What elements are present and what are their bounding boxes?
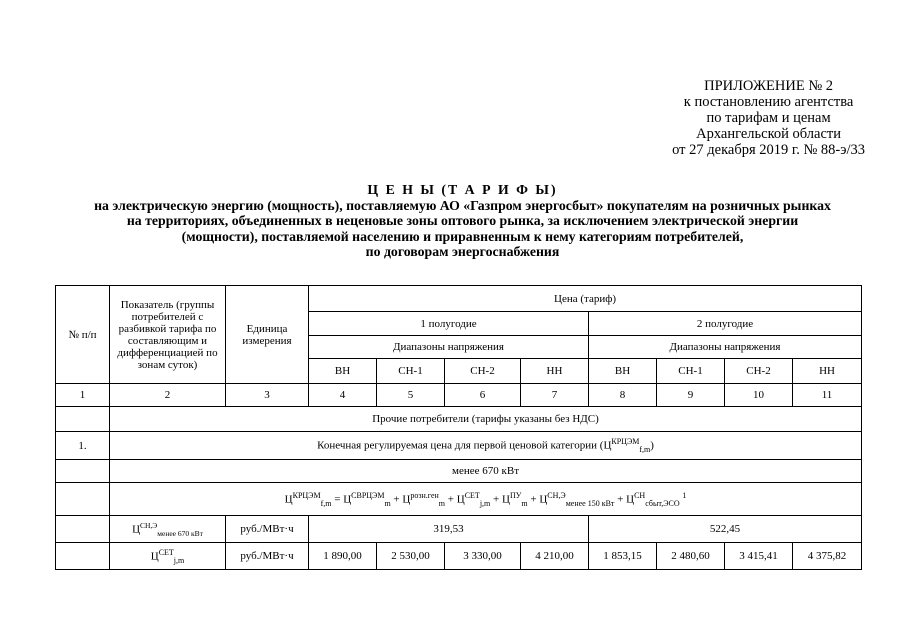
value-cell: 2 530,00 <box>377 543 445 570</box>
formula-sub: f,m <box>320 498 332 508</box>
formula-sub: m <box>438 498 446 508</box>
formula-sym: Ц <box>284 493 293 506</box>
appendix-line: Архангельской области <box>696 126 841 142</box>
formula-sup: СЕТ <box>464 490 480 500</box>
value-cell: 1 890,00 <box>309 543 377 570</box>
formula-sub: менее 150 кВт <box>565 498 615 508</box>
category-label <box>110 432 862 460</box>
appendix-line: к постановлению агентства <box>683 94 854 110</box>
appendix-line: по тарифам и ценам <box>706 110 831 126</box>
formula-sup: КРЦЭМ <box>292 490 321 500</box>
header-half2: 2 полугодие <box>589 312 862 336</box>
column-number: 10 <box>725 384 793 407</box>
header-voltage: ВН <box>589 359 657 384</box>
header-num: № п/п <box>56 286 110 384</box>
header-voltage: СН-1 <box>657 359 725 384</box>
row-sub: менее 670 кВт <box>157 528 203 538</box>
formula-sym: Ц <box>402 493 411 506</box>
row-sup: СН,Э <box>140 520 158 530</box>
column-number: 1 <box>56 384 110 407</box>
title-line: по договорам энергоснабжения <box>365 244 560 259</box>
title-line: (мощности), поставляемой населению и приравненным к нему категориям потребителей, <box>181 228 744 244</box>
row-sym: Ц <box>132 523 141 536</box>
value-cell: 2 480,60 <box>657 543 725 570</box>
formula-sym: Ц <box>501 493 510 506</box>
formula-sup: ПУ <box>509 490 522 500</box>
subheading: менее 670 кВт <box>110 460 862 483</box>
row-sup: СЕТ <box>158 547 174 557</box>
value-cell: 1 853,15 <box>589 543 657 570</box>
title-heading: Ц Е Н Ы (Т А Р И Ф Ы) <box>367 182 558 197</box>
row-label-sbyt <box>110 516 226 543</box>
document-title <box>40 182 885 260</box>
tariff-table <box>55 285 862 570</box>
formula-footnote: 1 <box>682 490 687 500</box>
column-number: 2 <box>110 384 226 407</box>
column-number: 11 <box>793 384 862 407</box>
row-unit: руб./МВт·ч <box>226 516 309 543</box>
header-voltage: ВН <box>309 359 377 384</box>
formula: $Ц^{КРЦЭМ}_{f,m} = Ц^{СВРЦЭМ}_m + Ц^{розн.ген}_m + Ц^{СЕТ}_{j,m} + Ц^{ПУ}_m + Ц^{СН,Э}_{менее 150 кВт} + Ц^{СН}_{сбыт,ЭСО}$ $^1$ <box>110 483 862 516</box>
formula-sup: СН,Э <box>547 490 566 500</box>
column-number: 3 <box>226 384 309 407</box>
row-label-set <box>110 543 226 570</box>
value-cell: 4 210,00 <box>521 543 589 570</box>
header-voltage: СН-2 <box>725 359 793 384</box>
header-indicator: Показатель (группы потребителей с разбивкой тарифа по составляющим и дифференциацией по зонам суток) <box>110 286 226 384</box>
row-number: 1. <box>56 432 110 460</box>
empty-cell <box>56 516 110 543</box>
formula-sub: сбыт,ЭСО <box>645 498 680 508</box>
column-number: 7 <box>521 384 589 407</box>
value-half1: 319,53 <box>309 516 589 543</box>
header-ranges-half1: Диапазоны напряжения <box>309 336 589 359</box>
formula-sym: Ц <box>456 493 465 506</box>
title-line: на электрическую энергию (мощность), поставляемую АО «Газпром энергосбыт» покупателям на розничных рынках <box>94 197 831 213</box>
column-number: 4 <box>309 384 377 407</box>
appendix-line: от 27 декабря 2019 г. № 88-э/33 <box>672 142 865 158</box>
column-number: 9 <box>657 384 725 407</box>
empty-cell <box>56 407 110 432</box>
category-sub: f,m <box>639 444 651 454</box>
value-cell: 3 415,41 <box>725 543 793 570</box>
header-unit: Единица измерения <box>226 286 309 384</box>
column-number: 8 <box>589 384 657 407</box>
category-text: Конечная регулируемая цена для первой ценовой категории (Ц <box>317 439 612 452</box>
empty-cell <box>56 483 110 516</box>
formula-sym: Ц <box>343 493 352 506</box>
row-sym: Ц <box>150 550 159 563</box>
empty-cell <box>56 543 110 570</box>
column-number: 5 <box>377 384 445 407</box>
column-number: 6 <box>445 384 521 407</box>
formula-sym: Ц <box>539 493 548 506</box>
appendix-block <box>672 78 865 158</box>
value-half2: 522,45 <box>589 516 862 543</box>
formula-sub: j,m <box>479 498 491 508</box>
formula-sub: m <box>521 498 528 508</box>
formula-sub: m <box>384 498 391 508</box>
header-voltage: НН <box>793 359 862 384</box>
appendix-line: ПРИЛОЖЕНИЕ № 2 <box>704 78 834 94</box>
row-unit: руб./МВт·ч <box>226 543 309 570</box>
title-line: на территориях, объединенных в неценовые зоны оптового рынка, за исключением электрической энергии <box>126 213 799 228</box>
header-price: Цена (тариф) <box>309 286 862 312</box>
header-ranges-half2: Диапазоны напряжения <box>589 336 862 359</box>
header-voltage: СН-1 <box>377 359 445 384</box>
empty-cell <box>56 460 110 483</box>
category-sup: КРЦЭМ <box>611 437 640 447</box>
row-sub: j,m <box>173 555 185 565</box>
category-close: ) <box>650 439 654 452</box>
formula-sup: СВРЦЭМ <box>351 490 385 500</box>
section-note: Прочие потребители (тарифы указаны без НДС) <box>110 407 862 432</box>
formula-sup: СН <box>634 490 646 500</box>
header-half1: 1 полугодие <box>309 312 589 336</box>
value-cell: 3 330,00 <box>445 543 521 570</box>
formula-sup: розн.ген <box>410 490 439 500</box>
formula-sym: Ц <box>626 493 635 506</box>
header-voltage: СН-2 <box>445 359 521 384</box>
value-cell: 4 375,82 <box>793 543 862 570</box>
header-voltage: НН <box>521 359 589 384</box>
